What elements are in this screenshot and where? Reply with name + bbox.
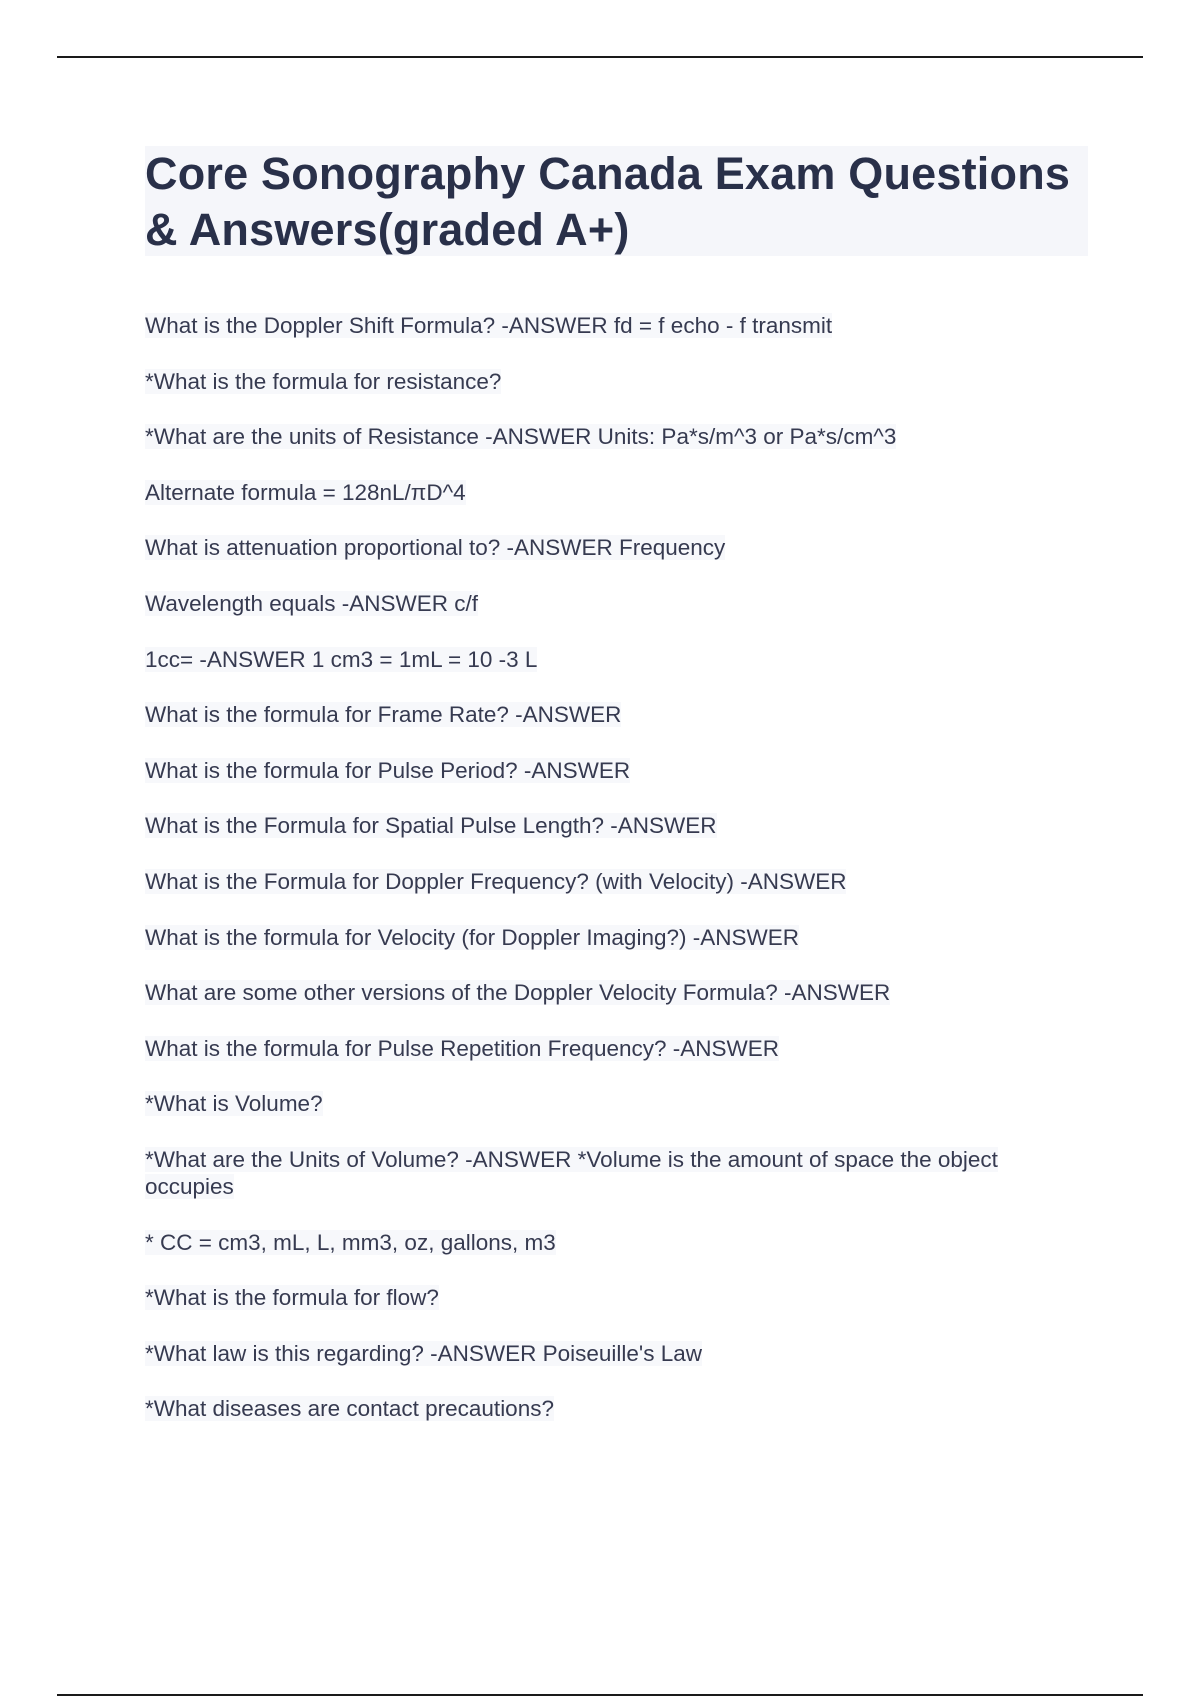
qa-line: [145, 590, 1080, 617]
qa-line: [145, 812, 1080, 839]
qa-line-text: What is the Doppler Shift Formula? -ANSWER fd = f echo - f transmit: [145, 313, 833, 338]
qa-line: [145, 1395, 1080, 1422]
qa-line-text: *What diseases are contact precautions?: [145, 1396, 554, 1422]
qa-line-text: 1cc= -ANSWER 1 cm3 = 1mL = 10 -3 L: [145, 646, 538, 672]
qa-line: [145, 979, 1080, 1006]
qa-line-text: What is the formula for Pulse Repetition Frequency? -ANSWER: [145, 1035, 779, 1061]
title-block: [145, 146, 1088, 256]
qa-list: [145, 312, 1080, 1451]
header-rule: [57, 56, 1143, 58]
qa-line-text: *What are the units of Resistance -ANSWER Units: Pa*s/m^3 or Pa*s/cm^3: [145, 424, 897, 450]
qa-line-text: Wavelength equals -ANSWER c/f: [145, 590, 479, 616]
qa-line-text: *What is Volume?: [145, 1091, 323, 1117]
qa-line-text: What is the formula for Frame Rate? -ANSWER: [145, 702, 622, 728]
qa-line: [145, 479, 1080, 506]
qa-line-text: What is the formula for Pulse Period? -ANSWER: [145, 757, 631, 783]
qa-line: [145, 1035, 1080, 1062]
qa-line: [145, 1340, 1080, 1367]
qa-line-text: * CC = cm3, mL, L, mm3, oz, gallons, m3: [145, 1229, 556, 1255]
qa-line-text: Alternate formula = 128nL/πD^4: [145, 479, 466, 505]
qa-line: [145, 646, 1080, 673]
footer-rule: [57, 1694, 1143, 1696]
qa-line-text: *What is the formula for resistance?: [145, 368, 502, 394]
qa-line: [145, 1090, 1080, 1117]
qa-line: [145, 423, 1080, 450]
qa-line-text: *What law is this regarding? -ANSWER Poiseuille's Law: [145, 1340, 703, 1366]
qa-line: [145, 1284, 1080, 1311]
document-title: Core Sonography Canada Exam Questions & Answers(graded A+): [145, 148, 1071, 255]
qa-line: [145, 868, 1080, 895]
qa-line: [145, 368, 1080, 395]
qa-line: [145, 1146, 1080, 1200]
qa-line-text: *What are the Units of Volume? -ANSWER *Volume is the amount of space the object occupies: [145, 1146, 998, 1199]
qa-line-text: *What is the formula for flow?: [145, 1285, 439, 1311]
qa-line-text: What are some other versions of the Doppler Velocity Formula? -ANSWER: [145, 980, 891, 1006]
qa-line-text: What is attenuation proportional to? -ANSWER Frequency: [145, 535, 726, 561]
qa-line-text: What is the Formula for Spatial Pulse Length? -ANSWER: [145, 813, 717, 839]
qa-line-text: What is the Formula for Doppler Frequency? (with Velocity) -ANSWER: [145, 868, 847, 894]
qa-line: [145, 757, 1080, 784]
qa-line: [145, 701, 1080, 728]
qa-line-text: What is the formula for Velocity (for Doppler Imaging?) -ANSWER: [145, 924, 799, 950]
qa-line: [145, 312, 1080, 339]
qa-line: [145, 924, 1080, 951]
qa-line: [145, 534, 1080, 561]
qa-line: [145, 1229, 1080, 1256]
